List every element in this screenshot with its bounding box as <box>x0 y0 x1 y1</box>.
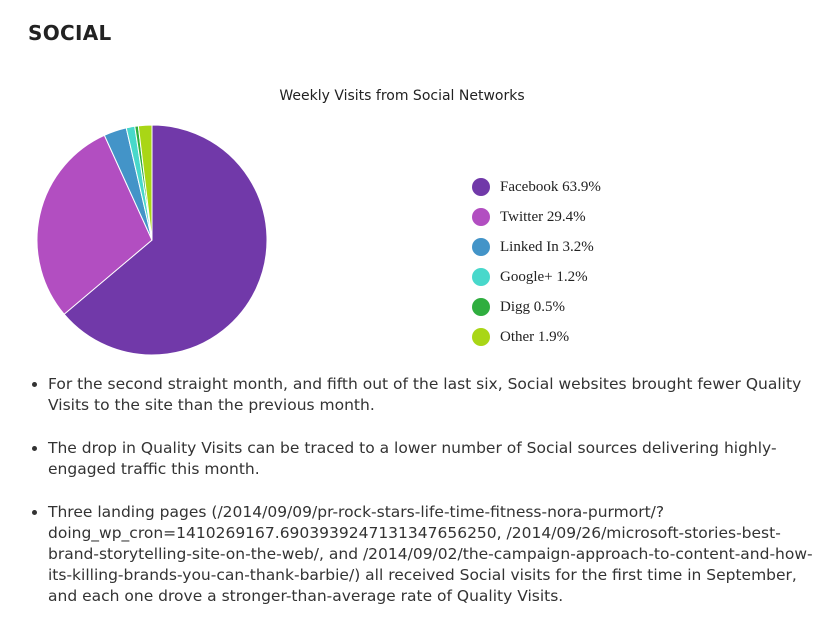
legend-label-digg: Digg 0.5% <box>500 298 565 315</box>
legend-swatch-other <box>472 328 490 346</box>
legend-label-linkedin: Linked In 3.2% <box>500 238 594 255</box>
legend-label-googleplus: Google+ 1.2% <box>500 268 588 285</box>
section-title: SOCIAL <box>28 21 112 45</box>
legend-swatch-linkedin <box>472 238 490 256</box>
finding-item: • The drop in Quality Visits can be traced to a lower number of Social sources delivering highly-engaged traffic this month. <box>48 438 818 480</box>
legend-swatch-twitter <box>472 208 490 226</box>
chart-title: Weekly Visits from Social Networks <box>279 88 525 104</box>
legend-swatch-digg <box>472 298 490 316</box>
legend-item-twitter <box>472 202 601 232</box>
legend-label-other: Other 1.9% <box>500 328 570 345</box>
pie-chart <box>30 118 274 362</box>
legend-item-linkedin <box>472 232 601 262</box>
legend-item-other <box>472 322 601 352</box>
finding-item: • Three landing pages (/2014/09/09/pr-rock-stars-life-time-fitness-nora-purmort/?doing_wp_cron=1410269167.6903939247131347656250, /2014/09/26/microsoft-stories-best-brand-storytelling-site-on-the-web/, and /2014/09/02/the-campaign-approach-to-content-and-how-its-killing-brands-you-can-thank-barbie/) all received Social visits for the first time in September, and each one drove a stronger-than-average rate of Quality Visits. <box>48 502 818 607</box>
findings-list <box>28 374 818 629</box>
legend-item-googleplus <box>472 262 601 292</box>
legend-swatch-googleplus <box>472 268 490 286</box>
finding-item: • For the second straight month, and fifth out of the last six, Social websites brought fewer Quality Visits to the site than the previous month. <box>48 374 818 416</box>
legend-label-facebook: Facebook 63.9% <box>500 178 601 195</box>
legend-item-digg <box>472 292 601 322</box>
legend-label-twitter: Twitter 29.4% <box>500 208 586 225</box>
legend-swatch-facebook <box>472 178 490 196</box>
chart-legend <box>472 172 601 352</box>
legend-item-facebook <box>472 172 601 202</box>
